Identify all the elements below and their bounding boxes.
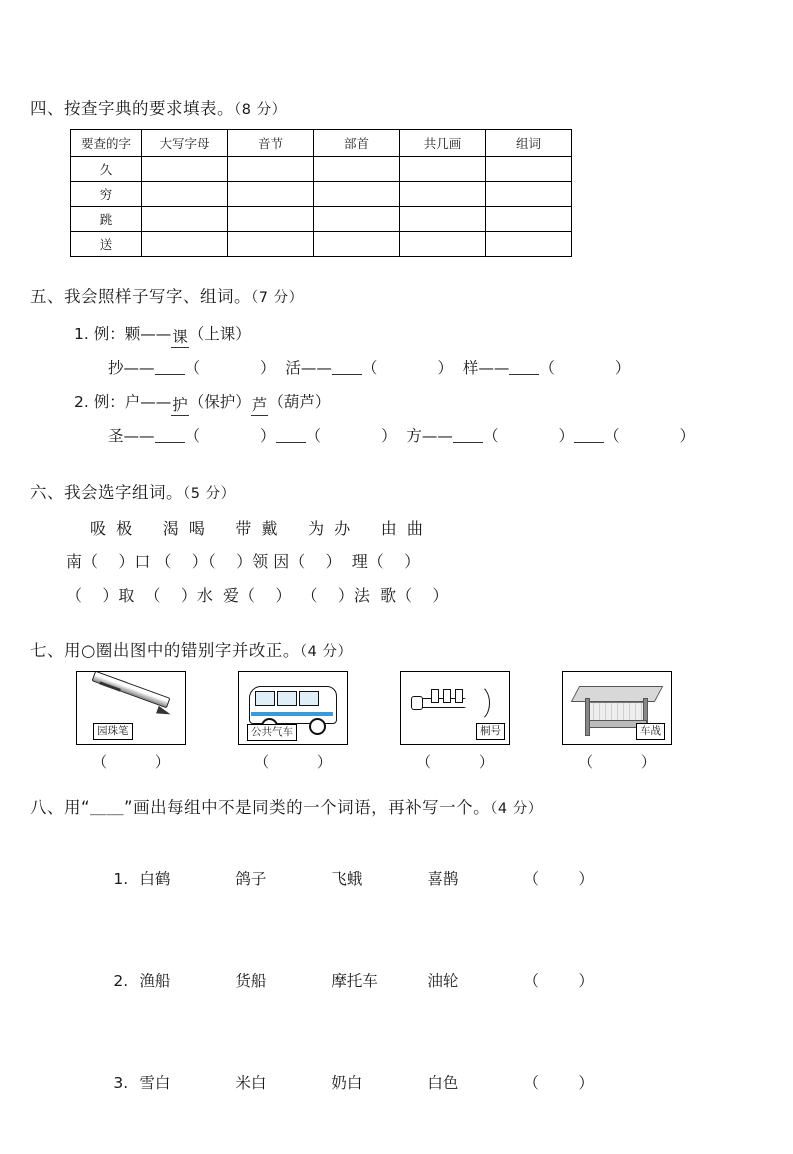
- paren-close: ）: [437, 359, 453, 377]
- trumpet-valve-icon: [443, 689, 451, 703]
- example-answer-char: 护: [172, 396, 188, 414]
- word-option[interactable]: 奶白: [331, 1074, 363, 1092]
- example-word: （葫芦）: [268, 393, 331, 411]
- word-option[interactable]: 油轮: [427, 972, 459, 990]
- section-six-answer-row[interactable]: （ ）取 （ ）水 爱（ ） （ ）法 歌（ ）: [66, 586, 449, 605]
- trumpet-valve-icon: [431, 689, 439, 703]
- answer-blank[interactable]: [155, 425, 185, 443]
- table-row: [71, 157, 572, 182]
- section-seven-title: 七、用○圈出图中的错别字并改正。: [30, 641, 300, 660]
- table-header-cell: 音节: [228, 130, 314, 157]
- item-number: 1.: [74, 325, 89, 343]
- bus-window-icon: [255, 691, 275, 706]
- picture-answer-paren[interactable]: （ ）: [92, 753, 170, 771]
- word-option[interactable]: 货船: [235, 972, 267, 990]
- paren-open: （: [361, 359, 378, 377]
- table-header-cell: 组词: [486, 130, 572, 157]
- section-five-score: （7 分）: [251, 290, 304, 306]
- pen-tip-icon: [156, 706, 172, 718]
- word-option[interactable]: 白鹤: [139, 870, 171, 888]
- section-five-item2-blanks: 圣—— （ ） （ ） 方—— （ ） （ ）: [108, 427, 695, 445]
- bus-stripe: [251, 712, 333, 716]
- word-option[interactable]: 渔船: [139, 972, 171, 990]
- picture-item: [562, 671, 672, 772]
- table-cell-character: 久: [71, 157, 142, 182]
- section-five-item1-blanks: [108, 351, 730, 385]
- example-left: 颗——: [124, 325, 172, 343]
- answer-blank[interactable]: [574, 425, 604, 443]
- item-number: 1.: [113, 870, 129, 888]
- table-cell-character: 送: [71, 232, 142, 257]
- answer-blank[interactable]: [155, 357, 185, 375]
- table-cell-answer[interactable]: [228, 157, 314, 182]
- example-word: （上课）: [188, 325, 251, 343]
- answer-blank[interactable]: [509, 357, 539, 375]
- answer-blank[interactable]: [453, 425, 483, 443]
- section-four-title: 四、按查字典的要求填表。: [30, 99, 234, 118]
- pen-icon: [92, 671, 171, 708]
- table-header-cell: 共几画: [400, 130, 486, 157]
- table-header-cell: 部首: [314, 130, 400, 157]
- table-cell-answer[interactable]: [400, 232, 486, 257]
- word-option[interactable]: 喜鹊: [427, 870, 459, 888]
- table-cell-character: 跳: [71, 207, 142, 232]
- section-four-score: （8 分）: [234, 102, 287, 118]
- answer-paren[interactable]: （ ）: [523, 1074, 594, 1092]
- section-six: [30, 479, 730, 613]
- bus-station-picture: [562, 671, 672, 745]
- section-eight-score: （4 分）: [490, 801, 543, 817]
- table-cell-answer[interactable]: [400, 182, 486, 207]
- table-row: [71, 182, 572, 207]
- picture-answer-paren[interactable]: （ ）: [254, 753, 332, 771]
- answer-paren[interactable]: （ ）: [523, 870, 594, 888]
- worksheet-content: [30, 95, 730, 1154]
- example-answer-char: 课: [172, 328, 188, 346]
- table-cell-answer[interactable]: [142, 182, 228, 207]
- table-cell-answer[interactable]: [228, 207, 314, 232]
- bus-window-icon: [299, 691, 319, 706]
- picture-label: 桐号: [476, 723, 505, 740]
- table-cell-answer[interactable]: [486, 207, 572, 232]
- word-option[interactable]: 白色: [427, 1074, 459, 1092]
- item-number: 3.: [113, 1074, 129, 1092]
- table-cell-answer[interactable]: [228, 232, 314, 257]
- section-eight-heading: [30, 794, 730, 818]
- table-header-row: [71, 130, 572, 157]
- bus-wheel-icon: [309, 718, 326, 735]
- bus-window-icon: [277, 691, 297, 706]
- trumpet-bell-icon: [463, 686, 490, 720]
- item-number: 2.: [113, 972, 129, 990]
- table-cell-answer[interactable]: [400, 157, 486, 182]
- trumpet-valve-icon: [455, 689, 463, 703]
- word-option[interactable]: 雪白: [139, 1074, 171, 1092]
- picture-group: [76, 671, 730, 772]
- trumpet-picture: [400, 671, 510, 745]
- table-header-cell: 要查的字: [71, 130, 142, 157]
- section-five-title: 五、我会照样子写字、组词。: [30, 287, 251, 306]
- section-six-answer-row[interactable]: 南（ ）口 （ ）（ ）领 因（ ） 理（ ）: [66, 552, 421, 571]
- section-six-score: （5 分）: [183, 486, 236, 502]
- example-answer-char: 芦: [251, 396, 268, 414]
- table-cell-answer[interactable]: [314, 232, 400, 257]
- dictionary-table: [70, 129, 572, 257]
- station-post-icon: [585, 698, 590, 736]
- section-four-heading: [30, 95, 730, 119]
- section-seven: [30, 637, 730, 772]
- item-number: 2.: [74, 393, 89, 411]
- trumpet-mouthpiece-icon: [411, 696, 423, 710]
- section-five: [30, 283, 730, 453]
- table-cell-character: 穷: [71, 182, 142, 207]
- section-six-character-bank: 吸 极 渴 喝 带 戴 为 办 由 曲: [90, 519, 423, 538]
- section-eight: [30, 794, 730, 1134]
- paren-open: （: [184, 359, 201, 377]
- word-option[interactable]: 摩托车: [331, 972, 378, 990]
- section-five-item1-example: [74, 317, 730, 351]
- section-eight-title: 八、用“＿＿”画出每组中不是同类的一个词语，再补写一个。: [30, 798, 491, 817]
- picture-item: [238, 671, 348, 772]
- word-group-row: [74, 1032, 730, 1134]
- picture-label: 园珠笔: [93, 723, 133, 740]
- example-word: （保护）: [188, 393, 251, 411]
- word-group-row: [74, 930, 730, 1032]
- table-cell-answer[interactable]: [142, 232, 228, 257]
- section-four: [30, 95, 730, 257]
- word-group-row: [74, 828, 730, 930]
- section-six-heading: [30, 479, 730, 503]
- blank-prompt: 圣——: [108, 427, 155, 445]
- word-option[interactable]: 米白: [235, 1074, 267, 1092]
- blank-prompt: 方——: [406, 427, 453, 445]
- table-cell-answer[interactable]: [486, 157, 572, 182]
- example-left: 户——: [124, 393, 172, 411]
- table-cell-answer[interactable]: [142, 157, 228, 182]
- word-option[interactable]: 鸽子: [235, 870, 267, 888]
- station-back-panel-icon: [587, 702, 647, 722]
- section-five-heading: [30, 283, 730, 307]
- example-label: 例：: [93, 393, 125, 411]
- picture-item: [76, 671, 186, 772]
- paren-open: （: [539, 359, 555, 377]
- section-seven-score: （4 分）: [299, 644, 353, 660]
- table-cell-answer[interactable]: [314, 207, 400, 232]
- table-row: [71, 207, 572, 232]
- section-seven-heading: [30, 637, 730, 661]
- picture-label: 车战: [636, 723, 665, 740]
- table-cell-answer[interactable]: [228, 182, 314, 207]
- table-cell-answer[interactable]: [314, 182, 400, 207]
- section-six-title: 六、我会选字组词。: [30, 483, 183, 502]
- picture-answer-paren[interactable]: （ ）: [578, 753, 656, 771]
- answer-paren[interactable]: （ ）: [523, 972, 594, 990]
- paren-close: ）: [260, 359, 276, 377]
- picture-item: [400, 671, 510, 772]
- bus-picture: [238, 671, 348, 745]
- table-header-cell: 大写字母: [142, 130, 228, 157]
- pen-picture: [76, 671, 186, 745]
- section-five-item2-example: [74, 385, 730, 419]
- table-cell-answer[interactable]: [142, 207, 228, 232]
- paren-close: ）: [614, 359, 631, 377]
- table-cell-answer[interactable]: [400, 207, 486, 232]
- table-cell-answer[interactable]: [486, 182, 572, 207]
- table-row: [71, 232, 572, 257]
- picture-answer-paren[interactable]: （ ）: [416, 753, 494, 771]
- answer-blank[interactable]: [332, 357, 362, 375]
- answer-blank[interactable]: [276, 425, 306, 443]
- blank-prompt: 样——: [462, 359, 510, 377]
- table-cell-answer[interactable]: [314, 157, 400, 182]
- table-cell-answer[interactable]: [486, 232, 572, 257]
- word-option[interactable]: 飞蛾: [331, 870, 363, 888]
- example-label: 例：: [93, 325, 125, 343]
- blank-prompt: 活——: [285, 359, 332, 377]
- picture-label: 公共气车: [247, 724, 297, 741]
- blank-prompt: 抄——: [108, 359, 155, 377]
